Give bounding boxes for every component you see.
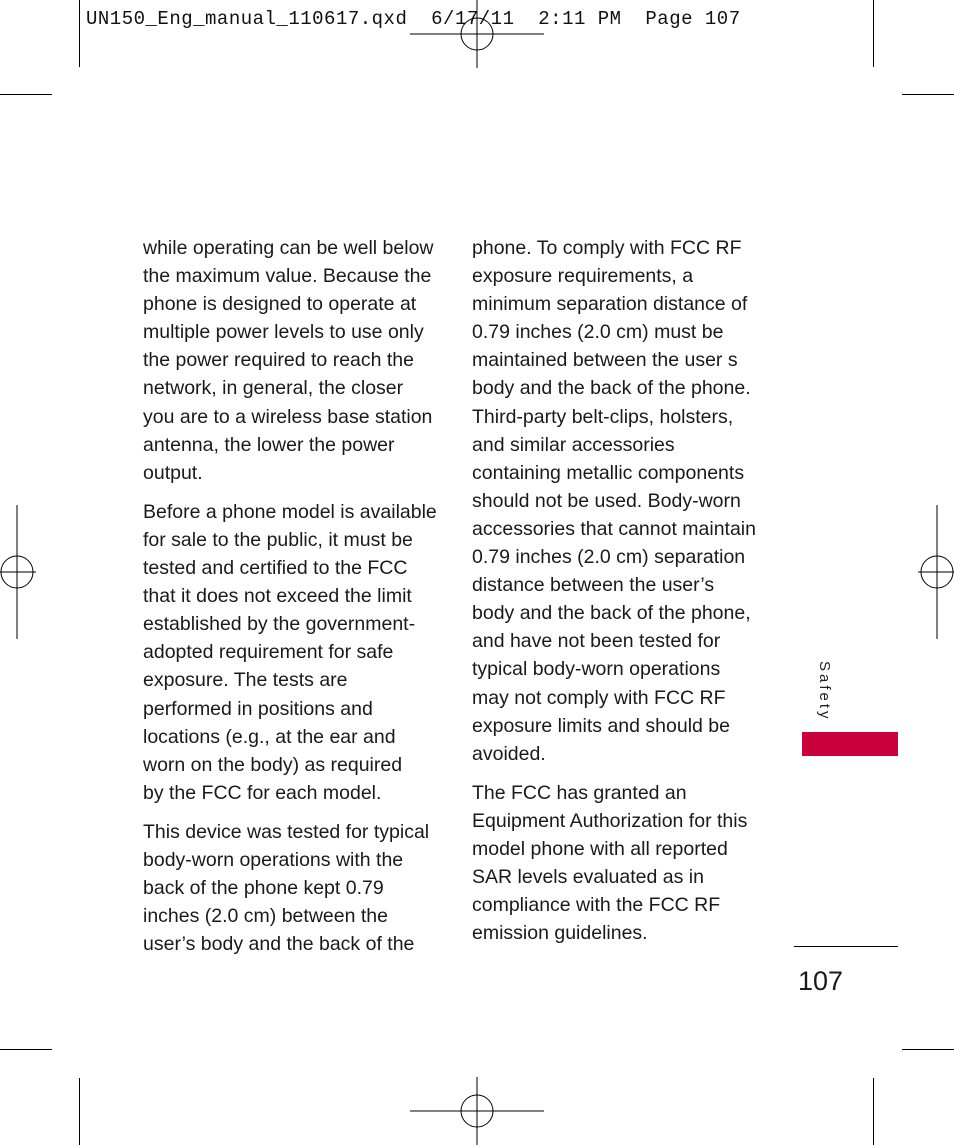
text-line: Before a phone model is available — [143, 500, 437, 523]
text-line: that it does not exceed the limit — [143, 585, 412, 608]
registration-mark-right-icon — [918, 505, 954, 639]
text-line: may not comply with FCC RF — [472, 686, 726, 709]
text-line: emission guidelines. — [472, 922, 648, 945]
text-line: 0.79 inches (2.0 cm) separation — [472, 546, 746, 569]
text-line: body-worn operations with the — [143, 848, 404, 871]
text-line: user’s body and the back of the — [143, 933, 415, 956]
text-line: you are to a wireless base station — [143, 405, 433, 428]
text-line: should not be used. Body-worn — [472, 489, 741, 512]
text-line: locations (e.g., at the ear and — [143, 725, 396, 748]
text-line: adopted requirement for safe — [143, 641, 394, 664]
text-line: model phone with all reported — [472, 837, 728, 860]
section-tab-bar — [802, 732, 898, 756]
text-line: inches (2.0 cm) between the — [143, 905, 388, 928]
text-line: The FCC has granted an — [472, 781, 687, 804]
registration-mark-top-icon — [410, 0, 544, 68]
text-line: 0.79 inches (2.0 cm) must be — [472, 321, 724, 344]
text-line: worn on the body) as required — [143, 753, 403, 776]
text-line: compliance with the FCC RF — [472, 894, 721, 917]
text-line: This device was tested for typical — [143, 820, 430, 843]
text-line: network, in general, the closer — [143, 377, 404, 400]
text-line: maintained between the user s — [472, 349, 738, 372]
crop-mark-top-left-horizontal — [0, 94, 52, 95]
text-line: accessories that cannot maintain — [472, 517, 756, 540]
crop-mark-bottom-right-horizontal — [902, 1049, 954, 1050]
paragraph — [143, 234, 443, 487]
page-number: 107 — [798, 966, 844, 996]
paragraph — [143, 498, 443, 807]
text-line: phone. To comply with FCC RF — [472, 237, 742, 259]
text-line: and similar accessories — [472, 433, 675, 456]
text-line: and have not been tested for — [472, 630, 721, 653]
text-line: antenna, the lower the power — [143, 433, 395, 456]
text-line: performed in positions and — [143, 697, 373, 720]
text-line: Equipment Authorization for this — [472, 809, 748, 832]
text-line: avoided. — [472, 742, 546, 765]
text-line: typical body-worn operations — [472, 658, 721, 681]
crop-mark-bottom-left-vertical — [79, 1078, 80, 1145]
text-line: exposure limits and should be — [472, 714, 730, 737]
paragraph — [143, 818, 443, 958]
text-line: SAR levels evaluated as in — [472, 866, 704, 889]
text-line: body and the back of the phone, — [472, 602, 751, 625]
text-line: back of the phone kept 0.79 — [143, 877, 384, 900]
text-line: body and the back of the phone. — [472, 377, 751, 400]
text-line: the power required to reach the — [143, 349, 415, 372]
page-number-rule — [794, 946, 898, 947]
paragraph — [472, 779, 772, 948]
crop-mark-top-right-vertical — [873, 0, 874, 67]
text-line: by the FCC for each model. — [143, 781, 382, 804]
crop-mark-top-right-horizontal — [902, 94, 954, 95]
text-line: exposure. The tests are — [143, 669, 348, 692]
registration-mark-bottom-icon — [410, 1077, 544, 1145]
text-line: while operating can be well below — [143, 237, 434, 259]
paragraph — [472, 234, 772, 768]
crop-mark-bottom-left-horizontal — [0, 1049, 52, 1050]
text-line: containing metallic components — [472, 461, 745, 484]
crop-mark-top-left-vertical — [79, 0, 80, 67]
text-line: minimum separation distance of — [472, 293, 748, 316]
text-line: tested and certified to the FCC — [143, 557, 408, 580]
text-line: Third-party belt-clips, holsters, — [472, 405, 734, 428]
registration-mark-left-icon — [0, 505, 36, 639]
left-text-column — [143, 234, 443, 969]
text-line: established by the government- — [143, 613, 416, 636]
text-line: the maximum value. Because the — [143, 265, 432, 288]
text-line: multiple power levels to use only — [143, 321, 424, 344]
crop-mark-bottom-right-vertical — [873, 1078, 874, 1145]
section-tab-label: Safety — [816, 661, 833, 722]
text-line: exposure requirements, a — [472, 265, 694, 288]
right-text-column — [472, 234, 772, 958]
print-slug: UN150_Eng_manual_110617.qxd 6/17/11 2:11 PM Page 107 — [86, 8, 741, 30]
text-line: phone is designed to operate at — [143, 293, 417, 316]
text-line: distance between the user’s — [472, 574, 715, 597]
text-line: output. — [143, 461, 203, 484]
text-line: for sale to the public, it must be — [143, 528, 413, 551]
